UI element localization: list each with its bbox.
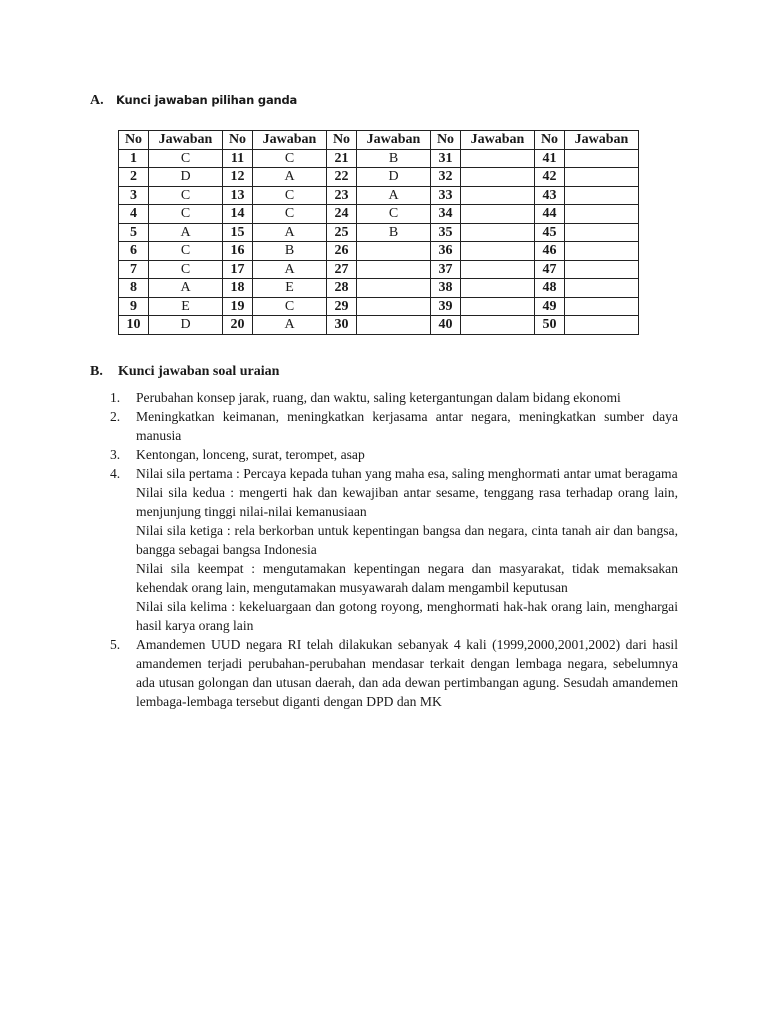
- list-item-number: 3.: [110, 447, 121, 462]
- question-number-cell: 39: [431, 297, 461, 316]
- answer-cell: [461, 149, 535, 168]
- question-number-cell: 32: [431, 168, 461, 187]
- answer-cell: A: [253, 168, 327, 187]
- table-row: [119, 149, 639, 168]
- answer-cell: [565, 168, 639, 187]
- header-no: No: [223, 131, 253, 150]
- answer-cell: A: [253, 223, 327, 242]
- answer-cell: C: [253, 297, 327, 316]
- answer-cell: [565, 242, 639, 261]
- question-number-cell: 21: [327, 149, 357, 168]
- header-jawaban: Jawaban: [461, 131, 535, 150]
- answer-cell: [565, 316, 639, 335]
- answer-cell: C: [149, 260, 223, 279]
- answer-cell: C: [357, 205, 431, 224]
- table-row: [119, 316, 639, 335]
- question-number-cell: 28: [327, 279, 357, 298]
- question-number-cell: 7: [119, 260, 149, 279]
- answer-cell: [461, 186, 535, 205]
- section-a-heading: [90, 93, 297, 109]
- list-item-number: 2.: [110, 409, 121, 424]
- header-no: No: [535, 131, 565, 150]
- answer-cell: C: [253, 205, 327, 224]
- question-number-cell: 30: [327, 316, 357, 335]
- answer-cell: C: [149, 186, 223, 205]
- answer-cell: A: [149, 223, 223, 242]
- answer-cell: [461, 242, 535, 261]
- answer-cell: [461, 260, 535, 279]
- question-number-cell: 3: [119, 186, 149, 205]
- table-row: [119, 297, 639, 316]
- answer-cell: [357, 260, 431, 279]
- answer-cell: [565, 149, 639, 168]
- header-jawaban: Jawaban: [357, 131, 431, 150]
- answer-cell: [461, 223, 535, 242]
- question-number-cell: 44: [535, 205, 565, 224]
- answer-cell: C: [149, 242, 223, 261]
- table-row: [119, 205, 639, 224]
- answer-cell: D: [149, 316, 223, 335]
- question-number-cell: 15: [223, 223, 253, 242]
- question-number-cell: 42: [535, 168, 565, 187]
- answer-cell: [565, 260, 639, 279]
- answer-paragraph: Nilai sila ketiga : rela berkorban untuk kepentingan bangsa dan negara, cinta tanah air dan bangsa, bangga sebagai bangsa Indonesia: [136, 523, 678, 557]
- question-number-cell: 37: [431, 260, 461, 279]
- answer-cell: C: [253, 149, 327, 168]
- question-number-cell: 20: [223, 316, 253, 335]
- answer-cell: [357, 279, 431, 298]
- list-item-number: 4.: [110, 466, 121, 481]
- list-item-number: 5.: [110, 637, 121, 652]
- answer-cell: [461, 205, 535, 224]
- list-item: [110, 388, 678, 407]
- list-item: [110, 407, 678, 445]
- answer-paragraph: Nilai sila pertama : Percaya kepada tuhan yang maha esa, saling menghormati antar umat beragama: [136, 466, 678, 481]
- header-jawaban: Jawaban: [253, 131, 327, 150]
- answer-paragraph: Nilai sila kedua : mengerti hak dan kewajiban antar sesame, tenggang rasa terhadap orang lain, menjunjung tinggi nilai-nilai kemanusiaan: [136, 485, 678, 519]
- header-no: No: [327, 131, 357, 150]
- answer-cell: B: [357, 223, 431, 242]
- question-number-cell: 29: [327, 297, 357, 316]
- question-number-cell: 4: [119, 205, 149, 224]
- question-number-cell: 12: [223, 168, 253, 187]
- question-number-cell: 45: [535, 223, 565, 242]
- question-number-cell: 22: [327, 168, 357, 187]
- answer-cell: [357, 316, 431, 335]
- answer-cell: D: [357, 168, 431, 187]
- answer-cell: A: [149, 279, 223, 298]
- table-header-row: [119, 131, 639, 150]
- question-number-cell: 47: [535, 260, 565, 279]
- question-number-cell: 50: [535, 316, 565, 335]
- list-item: [110, 464, 678, 635]
- question-number-cell: 14: [223, 205, 253, 224]
- section-a-letter: A.: [90, 93, 104, 108]
- question-number-cell: 38: [431, 279, 461, 298]
- table-row: [119, 279, 639, 298]
- section-a-title: Kunci jawaban pilihan ganda: [116, 93, 298, 107]
- answer-cell: D: [149, 168, 223, 187]
- question-number-cell: 27: [327, 260, 357, 279]
- answer-cell: A: [253, 260, 327, 279]
- question-number-cell: 13: [223, 186, 253, 205]
- question-number-cell: 25: [327, 223, 357, 242]
- table-row: [119, 186, 639, 205]
- answer-cell: [357, 242, 431, 261]
- section-b-title: Kunci jawaban soal uraian: [118, 364, 280, 379]
- answer-cell: [565, 297, 639, 316]
- answer-cell: [565, 205, 639, 224]
- question-number-cell: 17: [223, 260, 253, 279]
- question-number-cell: 5: [119, 223, 149, 242]
- answer-key-table: [118, 130, 639, 335]
- question-number-cell: 46: [535, 242, 565, 261]
- section-b-letter: B.: [90, 364, 103, 379]
- answer-cell: E: [253, 279, 327, 298]
- answer-paragraph: Meningkatkan keimanan, meningkatkan kerjasama antar negara, meningkatkan sumber daya manusia: [136, 409, 678, 443]
- question-number-cell: 49: [535, 297, 565, 316]
- answer-cell: A: [253, 316, 327, 335]
- answer-cell: [461, 279, 535, 298]
- answer-cell: [565, 186, 639, 205]
- question-number-cell: 23: [327, 186, 357, 205]
- header-jawaban: Jawaban: [565, 131, 639, 150]
- question-number-cell: 1: [119, 149, 149, 168]
- question-number-cell: 31: [431, 149, 461, 168]
- section-b-heading: [90, 364, 279, 380]
- question-number-cell: 10: [119, 316, 149, 335]
- answer-cell: E: [149, 297, 223, 316]
- answer-cell: [357, 297, 431, 316]
- question-number-cell: 8: [119, 279, 149, 298]
- essay-answer-list: [110, 388, 678, 711]
- answer-cell: B: [357, 149, 431, 168]
- answer-cell: C: [149, 149, 223, 168]
- question-number-cell: 11: [223, 149, 253, 168]
- answer-cell: [565, 223, 639, 242]
- question-number-cell: 35: [431, 223, 461, 242]
- answer-paragraph: Nilai sila kelima : kekeluargaan dan gotong royong, menghormati hak-hak orang lain, menghargai hasil karya orang lain: [136, 599, 678, 633]
- header-no: No: [119, 131, 149, 150]
- answer-paragraph: Kentongan, lonceng, surat, terompet, asap: [136, 447, 365, 462]
- answer-cell: B: [253, 242, 327, 261]
- answer-cell: C: [149, 205, 223, 224]
- header-no: No: [431, 131, 461, 150]
- answer-cell: C: [253, 186, 327, 205]
- answer-paragraph: Nilai sila keempat : mengutamakan kepentingan negara dan masyarakat, tidak memaksakan kehendak orang lain, mengutamakan musyawarah dalam mengambil keputusan: [136, 561, 678, 595]
- table-row: [119, 168, 639, 187]
- question-number-cell: 34: [431, 205, 461, 224]
- question-number-cell: 43: [535, 186, 565, 205]
- answer-paragraph: Amandemen UUD negara RI telah dilakukan sebanyak 4 kali (1999,2000,2001,2002) dari hasil amandemen terjadi perubahan-perubahan mendasar terkait dengan lembaga negara, sebelumnya ada utusan golongan dan utusan daerah, dan ada dewan pertimbangan agung. Sesudah amandemen lembaga-lembaga tersebut diganti dengan DPD dan MK: [136, 637, 678, 709]
- question-number-cell: 48: [535, 279, 565, 298]
- answer-cell: [461, 168, 535, 187]
- list-item-number: 1.: [110, 390, 121, 405]
- answer-cell: [461, 297, 535, 316]
- question-number-cell: 6: [119, 242, 149, 261]
- table-row: [119, 260, 639, 279]
- answer-cell: [565, 279, 639, 298]
- question-number-cell: 40: [431, 316, 461, 335]
- question-number-cell: 41: [535, 149, 565, 168]
- answer-cell: [461, 316, 535, 335]
- answer-paragraph: Perubahan konsep jarak, ruang, dan waktu, saling ketergantungan dalam bidang ekonomi: [136, 390, 621, 405]
- question-number-cell: 26: [327, 242, 357, 261]
- question-number-cell: 9: [119, 297, 149, 316]
- question-number-cell: 36: [431, 242, 461, 261]
- question-number-cell: 18: [223, 279, 253, 298]
- table-row: [119, 223, 639, 242]
- question-number-cell: 33: [431, 186, 461, 205]
- question-number-cell: 2: [119, 168, 149, 187]
- list-item: [110, 635, 678, 711]
- answer-cell: A: [357, 186, 431, 205]
- list-item: [110, 445, 678, 464]
- question-number-cell: 16: [223, 242, 253, 261]
- question-number-cell: 19: [223, 297, 253, 316]
- table-row: [119, 242, 639, 261]
- question-number-cell: 24: [327, 205, 357, 224]
- header-jawaban: Jawaban: [149, 131, 223, 150]
